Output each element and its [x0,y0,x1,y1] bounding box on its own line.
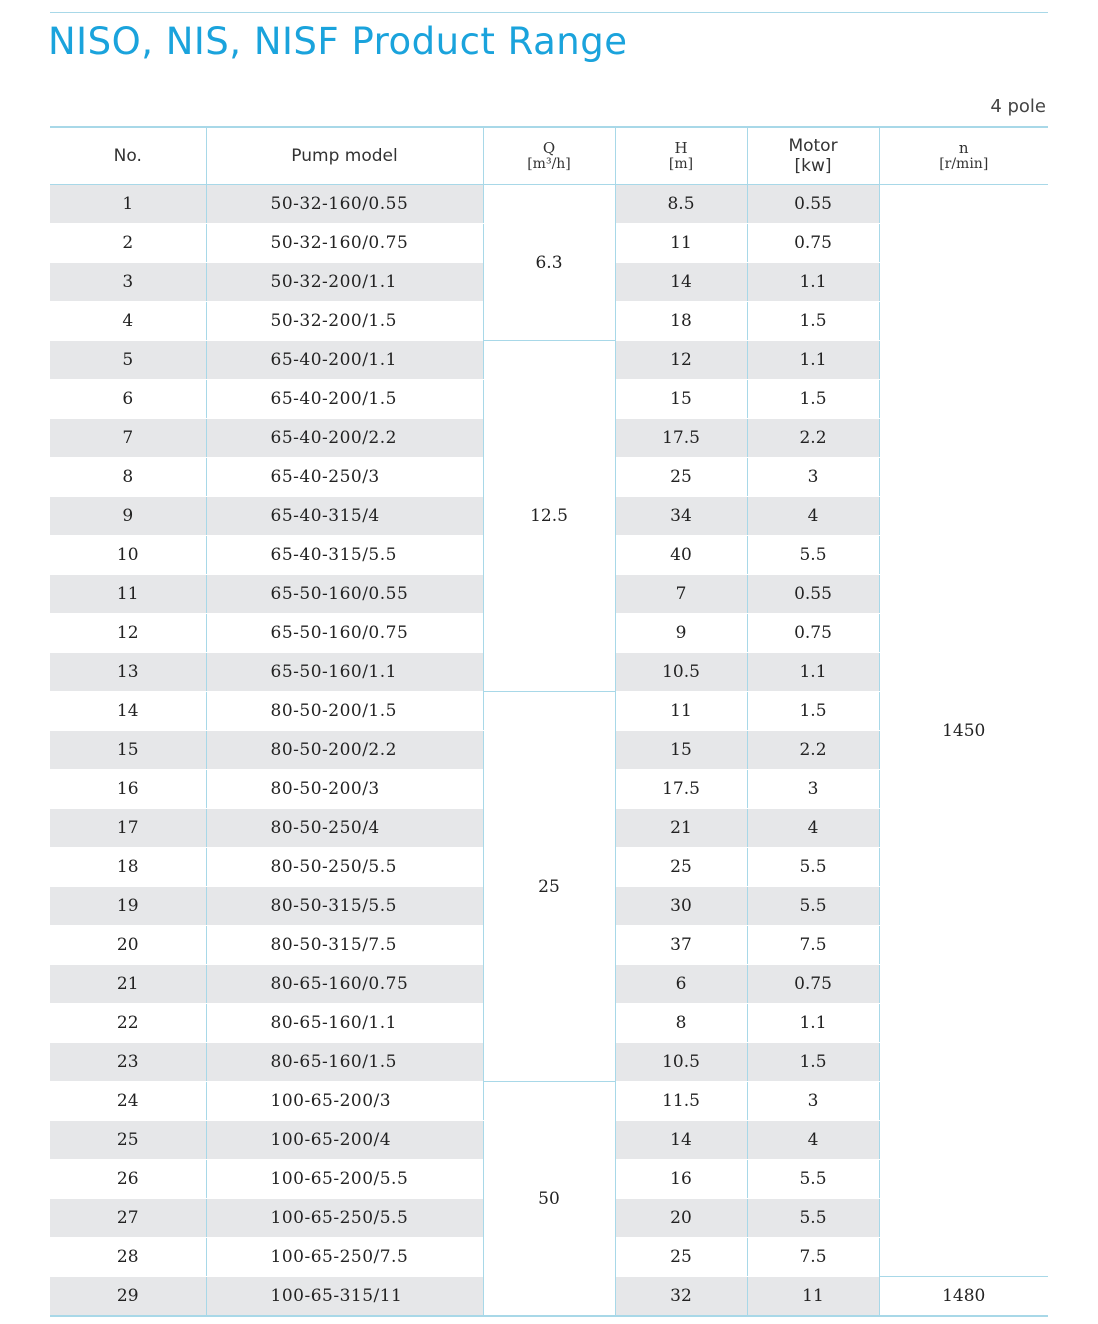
cell-model: 65-40-250/3 [206,458,483,497]
cell-no: 3 [50,263,206,302]
cell-model: 50-32-160/0.55 [206,185,483,224]
cell-model: 65-50-160/1.1 [206,653,483,692]
cell-motor: 2.2 [747,731,879,770]
cell-motor: 0.75 [747,614,879,653]
header-row [50,127,1048,185]
header-motor: Motor [kw] [747,127,879,185]
cell-motor: 3 [747,1082,879,1121]
cell-motor: 4 [747,1121,879,1160]
cell-model: 80-50-250/4 [206,809,483,848]
cell-model: 100-65-250/7.5 [206,1238,483,1277]
cell-model: 80-50-315/5.5 [206,887,483,926]
cell-no: 28 [50,1238,206,1277]
cell-no: 18 [50,848,206,887]
cell-h: 21 [615,809,747,848]
cell-model: 80-65-160/1.1 [206,1004,483,1043]
cell-motor: 4 [747,497,879,536]
cell-no: 25 [50,1121,206,1160]
cell-no: 14 [50,692,206,731]
cell-h: 40 [615,536,747,575]
cell-no: 22 [50,1004,206,1043]
cell-no: 9 [50,497,206,536]
cell-model: 65-50-160/0.55 [206,575,483,614]
cell-no: 26 [50,1160,206,1199]
cell-h: 12 [615,341,747,380]
cell-h: 14 [615,1121,747,1160]
header-model: Pump model [206,127,483,185]
cell-model: 80-65-160/1.5 [206,1043,483,1082]
cell-h: 6 [615,965,747,1004]
cell-h: 15 [615,380,747,419]
cell-model: 65-40-315/4 [206,497,483,536]
cell-h: 14 [615,263,747,302]
product-range-table [50,126,1048,1317]
cell-motor: 1.5 [747,302,879,341]
cell-motor: 0.55 [747,575,879,614]
cell-no: 27 [50,1199,206,1238]
cell-h: 8 [615,1004,747,1043]
cell-no: 17 [50,809,206,848]
cell-h: 25 [615,1238,747,1277]
cell-motor: 3 [747,458,879,497]
cell-model: 65-40-315/5.5 [206,536,483,575]
cell-no: 6 [50,380,206,419]
cell-h: 10.5 [615,1043,747,1082]
cell-no: 8 [50,458,206,497]
cell-no: 16 [50,770,206,809]
cell-motor: 0.75 [747,965,879,1004]
cell-model: 100-65-315/11 [206,1277,483,1317]
header-n: n [r/min] [879,127,1048,185]
cell-model: 80-50-315/7.5 [206,926,483,965]
header-h: H [m] [615,127,747,185]
cell-motor: 1.1 [747,1004,879,1043]
cell-model: 65-40-200/2.2 [206,419,483,458]
cell-motor: 3 [747,770,879,809]
cell-h: 32 [615,1277,747,1317]
cell-no: 24 [50,1082,206,1121]
table-body [50,185,1048,1317]
cell-model: 50-32-200/1.5 [206,302,483,341]
cell-motor: 1.5 [747,692,879,731]
cell-no: 13 [50,653,206,692]
cell-model: 80-65-160/0.75 [206,965,483,1004]
cell-q: 25 [483,692,615,1082]
cell-model: 50-32-200/1.1 [206,263,483,302]
cell-h: 25 [615,458,747,497]
cell-motor: 1.1 [747,341,879,380]
cell-h: 17.5 [615,419,747,458]
cell-model: 80-50-250/5.5 [206,848,483,887]
cell-motor: 5.5 [747,1199,879,1238]
cell-no: 11 [50,575,206,614]
cell-h: 7 [615,575,747,614]
cell-motor: 5.5 [747,887,879,926]
cell-motor: 1.5 [747,1043,879,1082]
cell-model: 100-65-200/4 [206,1121,483,1160]
cell-motor: 0.75 [747,224,879,263]
header-q: Q [m³/h] [483,127,615,185]
cell-q: 50 [483,1082,615,1317]
cell-no: 4 [50,302,206,341]
cell-no: 20 [50,926,206,965]
cell-h: 11 [615,224,747,263]
cell-no: 10 [50,536,206,575]
cell-q: 12.5 [483,341,615,692]
cell-motor: 7.5 [747,1238,879,1277]
cell-no: 23 [50,1043,206,1082]
cell-model: 80-50-200/3 [206,770,483,809]
cell-h: 15 [615,731,747,770]
cell-h: 17.5 [615,770,747,809]
cell-n: 1450 [879,185,1048,1277]
cell-h: 16 [615,1160,747,1199]
cell-motor: 4 [747,809,879,848]
cell-model: 100-65-250/5.5 [206,1199,483,1238]
cell-no: 15 [50,731,206,770]
cell-no: 29 [50,1277,206,1317]
cell-model: 50-32-160/0.75 [206,224,483,263]
pole-label: 4 pole [990,96,1046,117]
cell-h: 20 [615,1199,747,1238]
header-no: No. [50,127,206,185]
cell-h: 18 [615,302,747,341]
top-rule [50,12,1048,13]
cell-h: 8.5 [615,185,747,224]
cell-n: 1480 [879,1277,1048,1317]
cell-no: 21 [50,965,206,1004]
cell-motor: 5.5 [747,1160,879,1199]
cell-motor: 2.2 [747,419,879,458]
cell-no: 5 [50,341,206,380]
cell-motor: 1.1 [747,653,879,692]
cell-motor: 5.5 [747,536,879,575]
cell-model: 65-50-160/0.75 [206,614,483,653]
cell-motor: 0.55 [747,185,879,224]
cell-model: 80-50-200/1.5 [206,692,483,731]
cell-motor: 5.5 [747,848,879,887]
cell-model: 65-40-200/1.5 [206,380,483,419]
cell-h: 25 [615,848,747,887]
cell-motor: 1.5 [747,380,879,419]
cell-model: 100-65-200/3 [206,1082,483,1121]
cell-motor: 7.5 [747,926,879,965]
cell-no: 1 [50,185,206,224]
cell-no: 19 [50,887,206,926]
cell-h: 30 [615,887,747,926]
cell-h: 10.5 [615,653,747,692]
cell-h: 9 [615,614,747,653]
page-title: NISO, NIS, NISF Product Range [48,20,628,63]
table-row [50,185,1048,224]
cell-model: 80-50-200/2.2 [206,731,483,770]
cell-h: 11 [615,692,747,731]
cell-model: 100-65-200/5.5 [206,1160,483,1199]
cell-no: 7 [50,419,206,458]
cell-no: 12 [50,614,206,653]
cell-motor: 1.1 [747,263,879,302]
cell-motor: 11 [747,1277,879,1317]
cell-q: 6.3 [483,185,615,341]
cell-h: 11.5 [615,1082,747,1121]
cell-h: 37 [615,926,747,965]
cell-h: 34 [615,497,747,536]
cell-model: 65-40-200/1.1 [206,341,483,380]
cell-no: 2 [50,224,206,263]
